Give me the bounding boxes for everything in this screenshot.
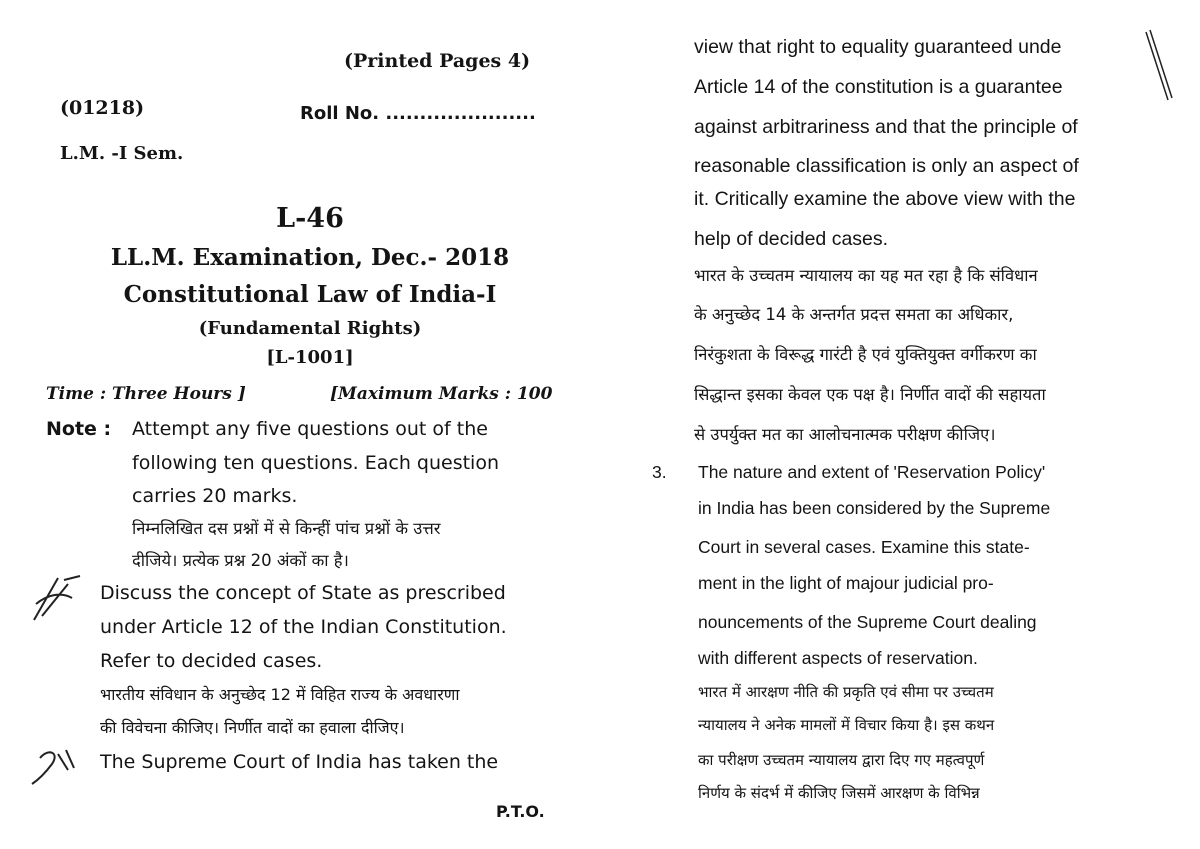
printed-pages: (Printed Pages 4) [344,50,531,72]
paper-id: L-46 [276,203,344,234]
margin-pen-mark-icon [1140,28,1180,118]
q3-hindi-4: निर्णय के संदर्भ में कीजिए जिसमें आरक्षण के विभिन्न [698,784,980,802]
q3-hindi-1: भारत में आरक्षण नीति की प्रकृति एवं सीमा पर उच्चतम [698,683,994,701]
note-line-1: Attempt any five questions out of the [132,418,488,440]
course-code: [L-1001] [266,347,354,368]
note-hindi-1: निम्नलिखित दस प्रश्नों में से किन्हीं पांच प्रश्नों के उत्तर [132,519,441,538]
subject-title: Constitutional Law of India-I [123,281,497,308]
q2-hindi-5: से उपर्युक्त मत का आलोचनात्मक परीक्षण कीजिए। [694,425,996,444]
subtitle: (Fundamental Rights) [198,318,422,339]
q3-hindi-2: न्यायालय ने अनेक मामलों में विचार किया है। इस कथन [698,716,995,734]
q1-line-2: under Article 12 of the Indian Constitution. [100,616,507,638]
q3-line-2: in India has been considered by the Supreme [698,498,1051,518]
q3-line-5: nouncements of the Supreme Court dealing [698,612,1037,632]
q1-hindi-1: भारतीय संविधान के अनुच्छेद 12 में विहित राज्य के अवधारणा [100,685,460,704]
q3-line-4: ment in the light of majour judicial pro- [698,573,994,593]
q2-hindi-2: के अनुच्छेद 14 के अन्तर्गत प्रदत्त समता का अधिकार, [694,305,1014,324]
semester: L.M. -I Sem. [60,143,184,164]
q2-first-line: The Supreme Court of India has taken the [100,751,499,773]
q1-handwritten-mark-icon [28,572,88,627]
roll-no: Roll No. ...................... [300,103,536,124]
q2-hindi-3: निरंकुशता के विरूद्ध गारंटी है एवं युक्तियुक्त वर्गीकरण का [694,345,1037,364]
q1-line-3: Refer to decided cases. [100,650,323,672]
exam-title: LL.M. Examination, Dec.- 2018 [110,244,510,271]
q1-hindi-2: की विवेचना कीजिए। निर्णीत वादों का हवाला दीजिए। [100,718,405,737]
note-label: Note : [46,418,112,440]
q3-line-3: Court in several cases. Examine this state- [698,537,1030,557]
pto: P.T.O. [496,802,545,821]
q2-hindi-4: सिद्धान्त इसका केवल एक पक्ष है। निर्णीत वादों की सहायता [694,385,1046,404]
q2-cont-line-2: Article 14 of the constitution is a guarantee [694,76,1063,98]
q2-cont-line-3: against arbitrariness and that the principle of [694,116,1078,138]
max-marks: [Maximum Marks : 100 [330,384,553,404]
q3-number: 3. [652,462,667,482]
q2-handwritten-mark-icon [30,740,90,790]
q2-cont-line-4: reasonable classification is only an aspect of [694,155,1079,177]
q2-cont-line-1: view that right to equality guaranteed unde [694,36,1062,58]
q1-line-1: Discuss the concept of State as prescribed [100,582,506,604]
q3-line-1: The nature and extent of 'Reservation Policy' [698,462,1046,482]
q2-cont-line-6: help of decided cases. [694,228,889,250]
q3-line-6: with different aspects of reservation. [698,648,978,668]
note-line-3: carries 20 marks. [132,485,298,507]
paper-code: (01218) [60,97,145,119]
time-label: Time : Three Hours ] [46,384,246,404]
note-line-2: following ten questions. Each question [132,452,500,474]
q2-cont-line-5: it. Critically examine the above view with the [694,188,1076,210]
q3-hindi-3: का परीक्षण उच्चतम न्यायालय द्वारा दिए गए महत्वपूर्ण [698,751,985,769]
q2-hindi-1: भारत के उच्चतम न्यायालय का यह मत रहा है कि संविधान [694,266,1038,285]
note-hindi-2: दीजिये। प्रत्येक प्रश्न 20 अंकों का है। [132,551,349,570]
